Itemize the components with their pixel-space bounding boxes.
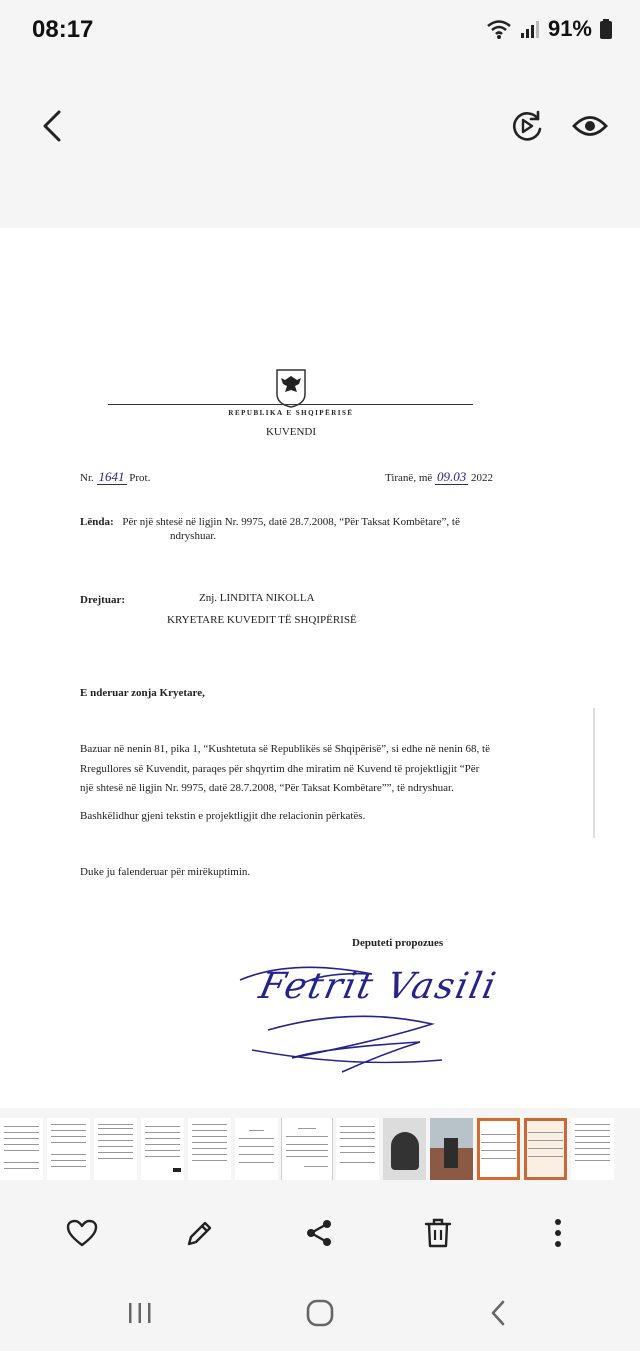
back-button[interactable] [30, 104, 74, 148]
thumbnail[interactable] [141, 1118, 184, 1180]
thumbnail[interactable] [94, 1118, 137, 1180]
thumbnail-certificate[interactable] [524, 1118, 567, 1180]
albanian-eagle-emblem [275, 368, 307, 408]
status-icons [486, 16, 612, 42]
wifi-icon [486, 18, 512, 40]
signature [232, 950, 532, 1095]
addressee-name: Znj. LINDITA NIKOLLA [199, 592, 315, 604]
protocol-prefix: Nr. [80, 472, 94, 484]
play-refresh-icon [510, 109, 544, 143]
trash-icon [424, 1217, 452, 1249]
signature-text: Fetrit Vasili [255, 966, 501, 1007]
recent-apps-button[interactable] [118, 1291, 162, 1335]
nav-back-icon [489, 1299, 507, 1327]
eye-icon [572, 113, 608, 139]
thumbnail[interactable] [0, 1118, 43, 1180]
thumbnail-strip[interactable] [0, 1118, 640, 1180]
more-icon [554, 1218, 562, 1248]
date-handwritten: 09.03 [437, 469, 467, 484]
protocol-number [80, 469, 150, 485]
date-year: 2022 [471, 472, 494, 484]
subject-line-2: ndryshuar. [170, 530, 217, 542]
protocol-suffix: Prot. [129, 472, 151, 484]
delete-button[interactable] [416, 1211, 460, 1255]
place-prefix: Tiranë, më [385, 472, 433, 484]
body-line-3: një shtesë në ligjin Nr. 9975, datë 28.7.2008, “Për Taksat Kombëtare””, të ndryshuar. [80, 782, 454, 794]
signal-icon [520, 19, 540, 39]
nav-back-button[interactable] [476, 1291, 520, 1335]
share-button[interactable] [297, 1211, 341, 1255]
battery-icon [600, 19, 612, 39]
pencil-icon [185, 1218, 215, 1248]
recent-apps-icon [127, 1301, 153, 1325]
system-nav-bar [0, 1275, 640, 1351]
edit-button[interactable] [178, 1211, 222, 1255]
thumbnail-certificate[interactable] [477, 1118, 520, 1180]
status-bar [0, 0, 640, 58]
chevron-left-icon [41, 109, 63, 143]
salutation: E nderuar zonja Kryetare, [80, 687, 205, 699]
place-date [385, 469, 493, 485]
body-line-2: Rregullores së Kuvendit, paraqes për shqyrtim dhe miratim në Kuvend të projektligjit “Për [80, 763, 480, 775]
status-time: 08:17 [32, 16, 94, 43]
view-button[interactable] [566, 104, 614, 148]
thumbnail[interactable] [336, 1118, 379, 1180]
home-icon [306, 1299, 334, 1327]
addressee-title: KRYETARE KUVEDIT TË SHQIPËRISË [167, 614, 357, 626]
scan-edge [593, 708, 595, 838]
subject-label: Lënda: [80, 516, 114, 528]
subject-line-1: Për një shtesë në ligjin Nr. 9975, datë 28.7.2008, “Për Taksat Kombëtare”, të [122, 516, 460, 528]
favorite-button[interactable] [60, 1211, 104, 1255]
institution-heading: KUVENDI [265, 426, 317, 438]
viewer-top-bar [0, 58, 640, 228]
signatory-title: Deputeti propozues [352, 937, 444, 949]
thumbnail[interactable] [47, 1118, 90, 1180]
subject-block [80, 515, 460, 530]
action-bar [0, 1195, 640, 1275]
attachment-line: Bashkëlidhur gjeni tekstin e projektligjit dhe relacionin përkatës. [80, 810, 366, 822]
header-rule [108, 404, 473, 405]
thumbnail-photo[interactable] [383, 1118, 426, 1180]
thumbnail[interactable] [571, 1118, 614, 1180]
document-image[interactable] [0, 228, 640, 1108]
thumbnail-photo[interactable] [430, 1118, 473, 1180]
thumbnail[interactable] [235, 1118, 278, 1180]
home-button[interactable] [298, 1291, 342, 1335]
heart-icon [66, 1219, 98, 1247]
thumbnail-selected[interactable] [282, 1118, 332, 1180]
country-heading: REPUBLIKA E SHQIPËRISË [228, 409, 354, 417]
thumbnail[interactable] [188, 1118, 231, 1180]
battery-percent: 91% [547, 16, 592, 41]
body-line-1: Bazuar në nenin 81, pika 1, “Kushtetuta së Republikës së Shqipërisë”, si edhe në nenin 68, të [80, 743, 490, 755]
share-icon [305, 1218, 333, 1248]
more-options-button[interactable] [536, 1211, 580, 1255]
closing-line: Duke ju falenderuar për mirëkuptimin. [80, 866, 251, 878]
remaster-button[interactable] [504, 104, 550, 148]
protocol-handwritten: 1641 [98, 469, 125, 484]
addressed-label: Drejtuar: [80, 594, 125, 606]
